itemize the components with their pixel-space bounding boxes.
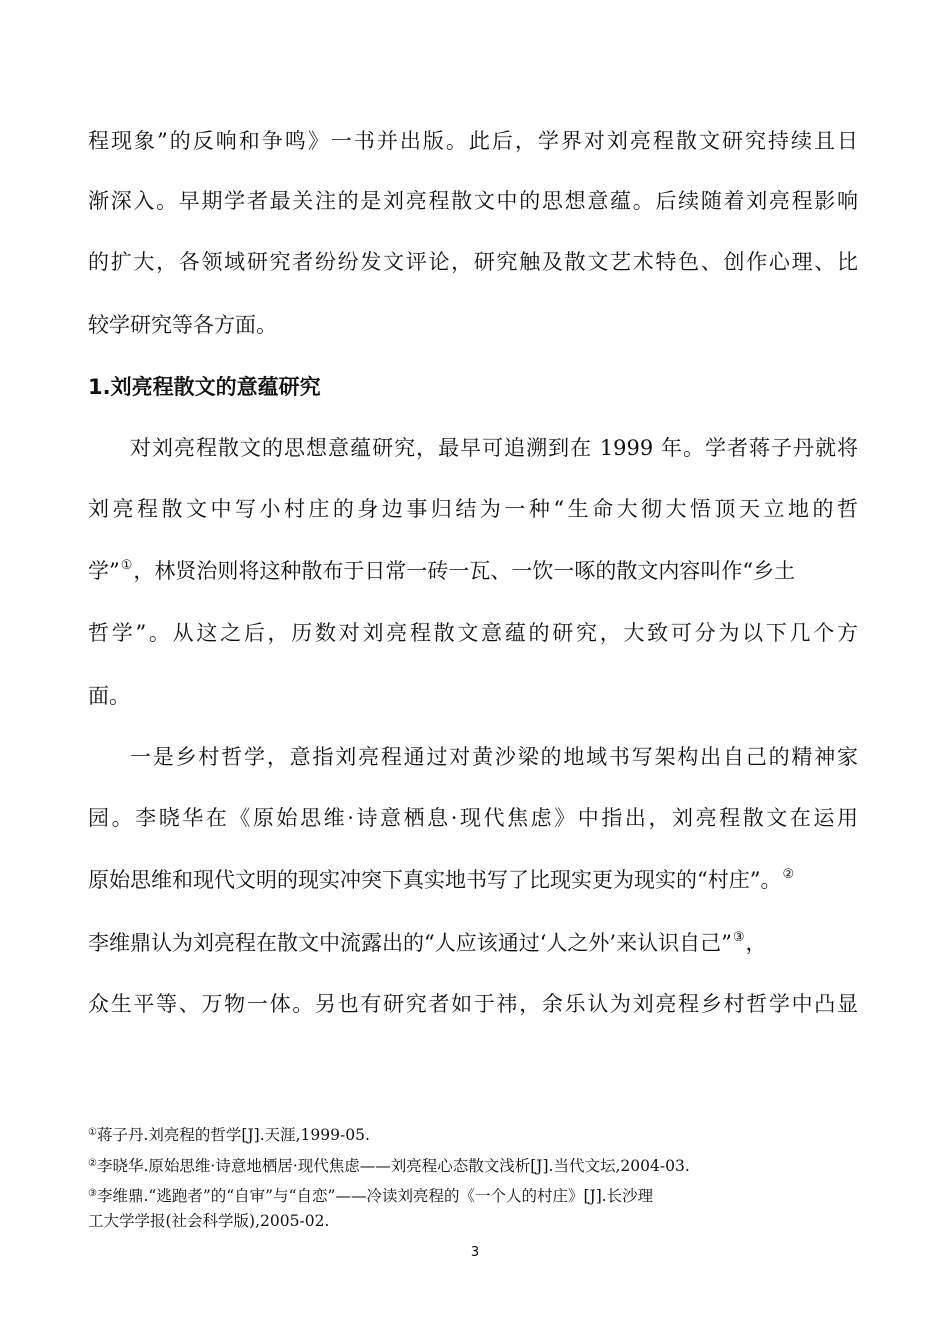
text-span: 李维鼎认为刘亮程在散文中流露出的“人应该通过‘人之外’来认识自己” [88,931,732,955]
text-line: 程现象”的反响和争鸣》一书并出版。此后，学界对刘亮程散文研究持续且日 [88,129,858,153]
footnote-continuation: 工大学学报(社会科学版),2005-02. [88,1212,330,1230]
text-line: 对刘亮程散文的思想意蕴研究，最早可追溯到在 1999 年。学者蒋子丹就将 [130,436,858,460]
text-line: 众生平等、万物一体。另也有研究者如于祎，余乐认为刘亮程乡村哲学中凸显 [88,992,858,1016]
footnote-mark: ② [88,1158,97,1169]
text-line [88,556,858,586]
text-line [88,865,858,895]
footnote-ref-3[interactable]: ③ [732,930,745,945]
section-heading: 1.刘亮程散文的意蕴研究 [88,375,321,399]
text-span: ，林贤治则将这种散布于日常一砖一瓦、一饮一啄的散文内容叫作“乡土 [133,559,796,583]
footnote-ref-2[interactable]: ② [782,867,795,882]
footnote [88,1121,868,1147]
text-line: 渐深入。早期学者最关注的是刘亮程散文中的思想意蕴。后续随着刘亮程影响 [88,189,858,213]
footnote [88,1152,868,1178]
footnote-text: 蒋子丹.刘亮程的哲学[J].天涯,1999-05. [96,1126,370,1144]
text-line: 园。李晓华在《原始思维·诗意栖息·现代焦虑》中指出，刘亮程散文在运用 [88,806,858,830]
text-line: 刘亮程散文中写小村庄的身边事归结为一种“生命大彻大悟顶天立地的哲 [88,497,858,521]
footnote-mark: ① [88,1127,97,1138]
footnote-mark: ③ [88,1188,97,1199]
text-line: 面。 [88,684,130,708]
text-line: 哲学”。从这之后，历数对刘亮程散文意蕴的研究，大致可分为以下几个方 [88,621,858,645]
page-number: 3 [470,1245,480,1260]
footnote-text: 李晓华.原始思维·诗意地栖居·现代焦虑——刘亮程心态散文浅析[J].当代文坛,2004-03. [96,1157,690,1175]
text-span: ， [745,931,767,955]
text-line [88,928,858,958]
text-span: 原始思维和现代文明的现实冲突下真实地书写了比现实更为现实的“村庄”。 [88,868,782,892]
footnote-ref-1[interactable]: ① [120,558,133,573]
footnote-text: 李维鼎.“逃跑者”的“自审”与“自恋”——冷读刘亮程的《一个人的村庄》[J].长沙理 [96,1187,654,1205]
text-line: 的扩大，各领域研究者纷纷发文评论，研究触及散文艺术特色、创作心理、比 [88,250,858,274]
text-line: 一是乡村哲学，意指刘亮程通过对黄沙梁的地域书写架构出自己的精神家 [130,745,858,769]
text-line: 较学研究等各方面。 [88,313,277,337]
text-span: 学” [88,559,120,583]
footnote [88,1182,868,1208]
